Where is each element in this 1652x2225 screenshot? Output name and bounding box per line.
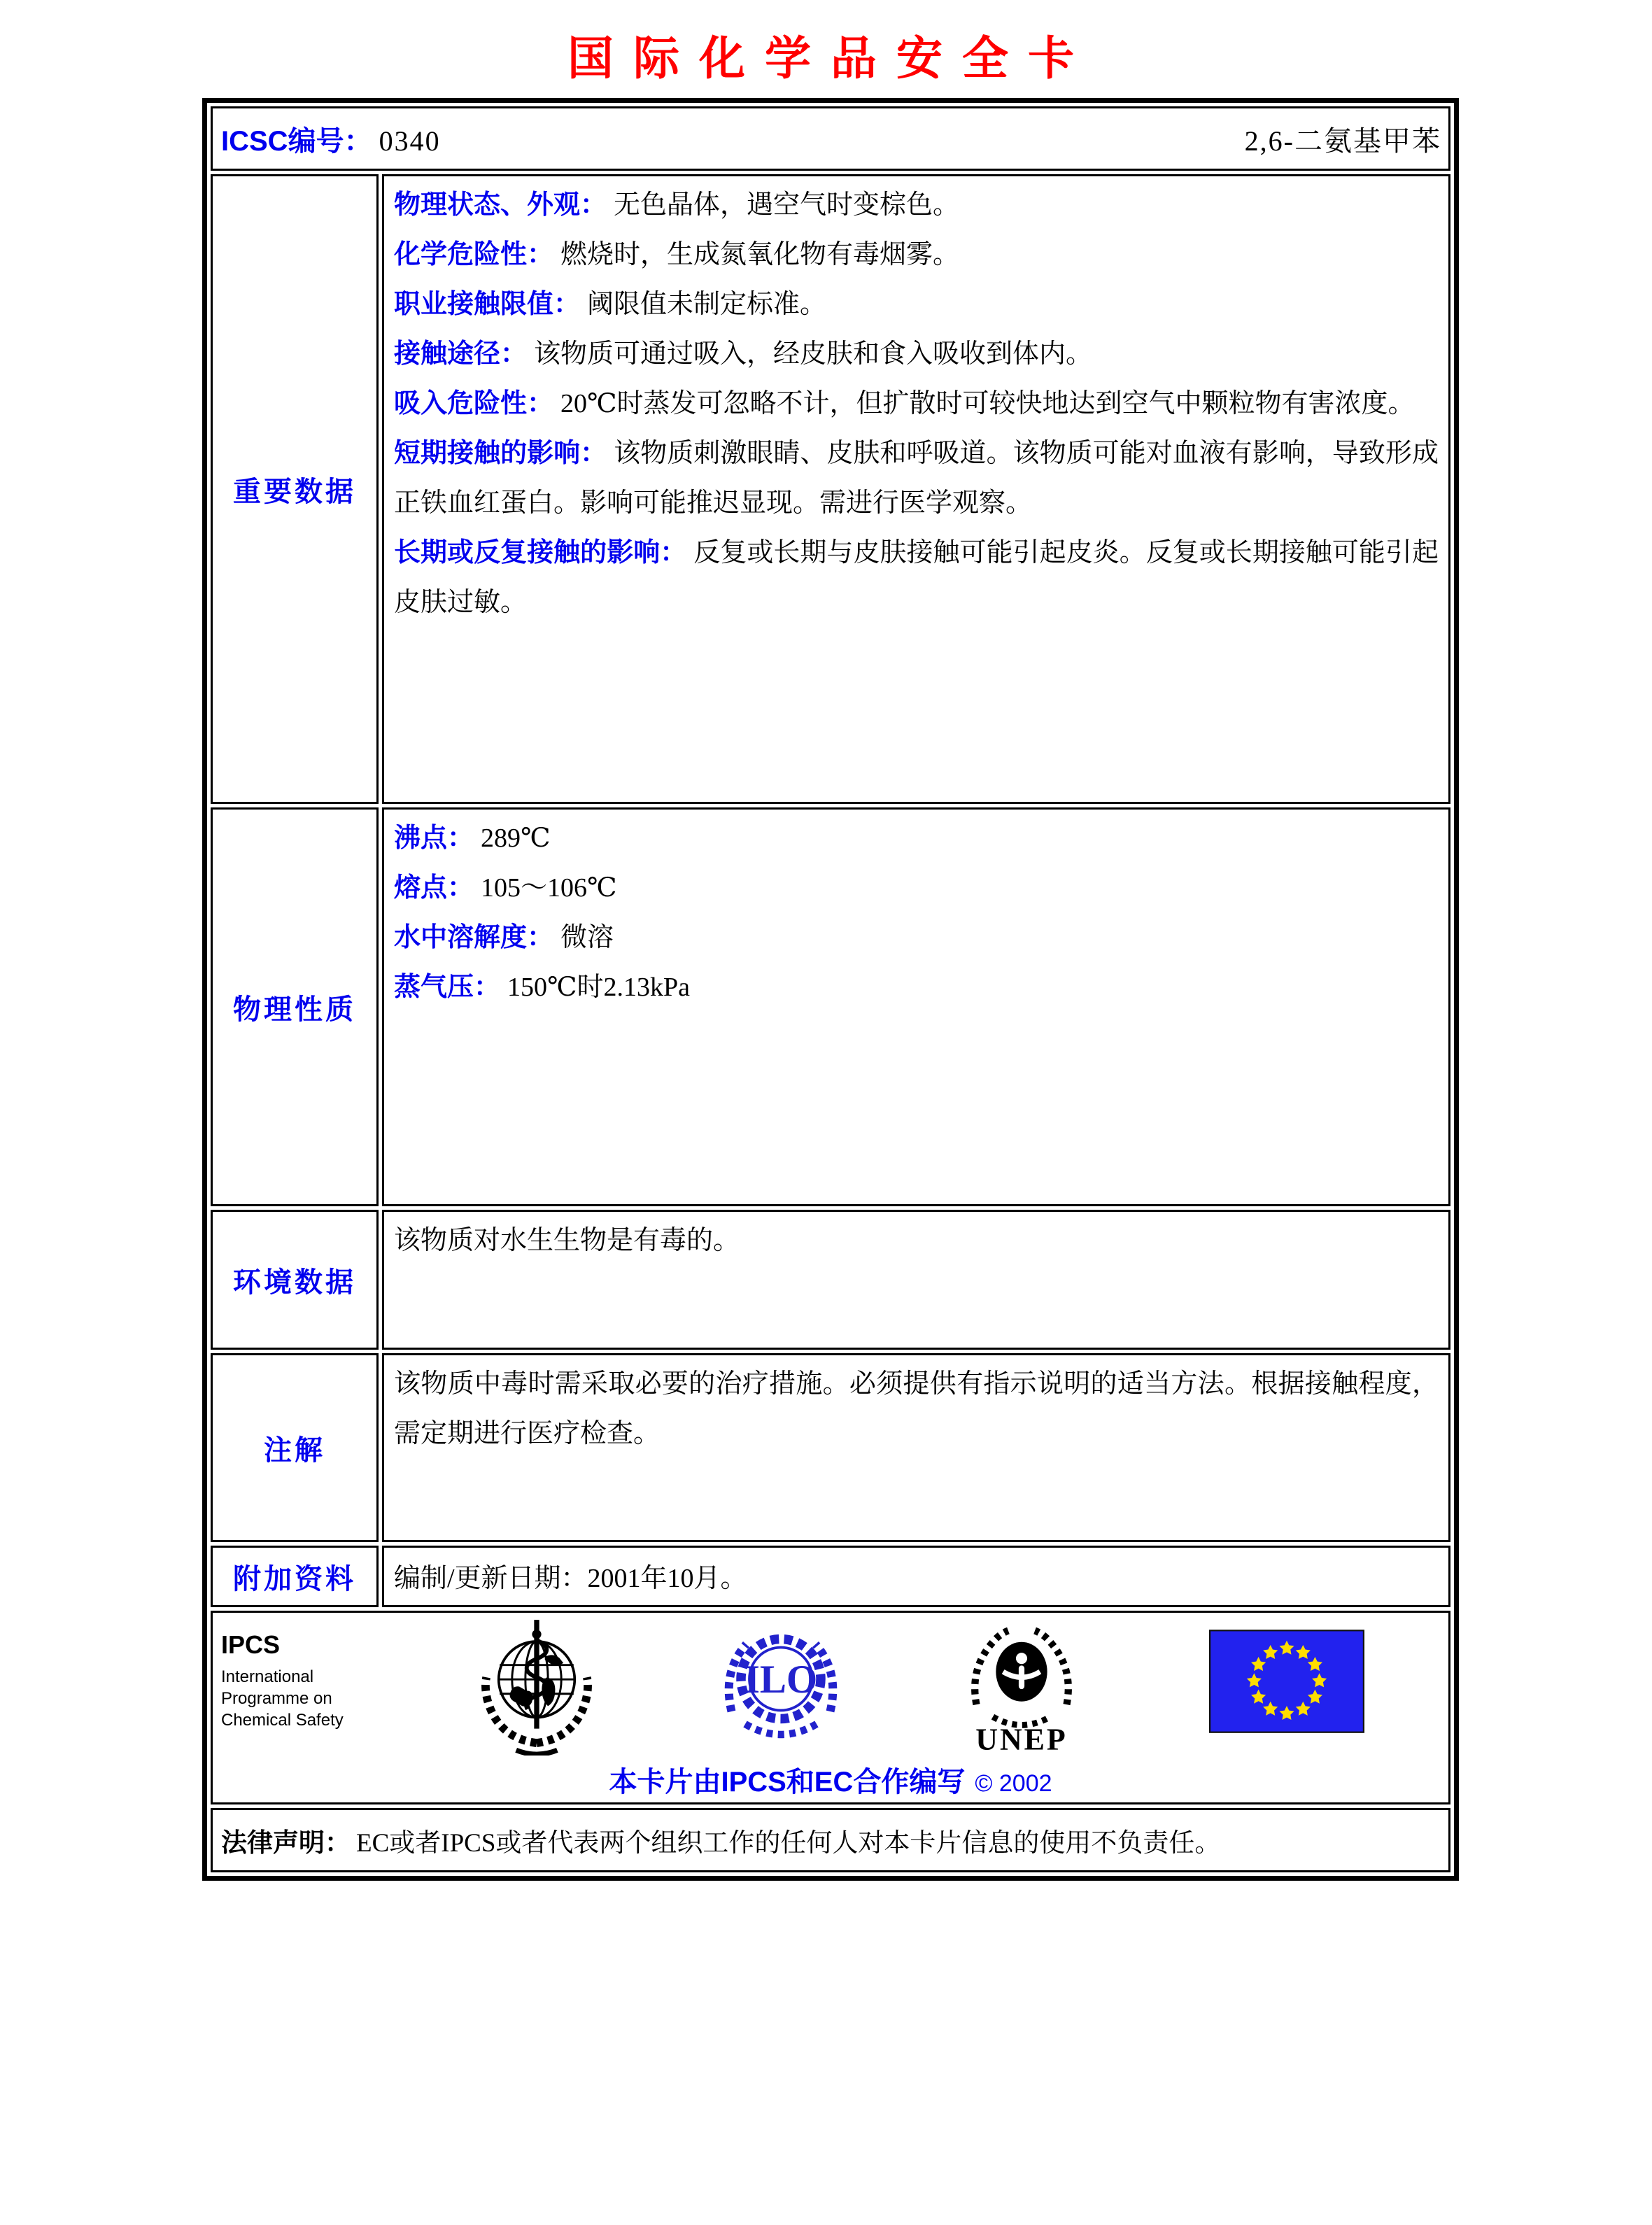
legal-cell <box>211 1808 1450 1872</box>
field-environment-text: 该物质对水生生物是有毒的。 <box>394 1226 740 1255</box>
chemical-name: 2,6-二氨基甲苯 <box>1244 125 1441 157</box>
ilo-monogram: ILO <box>744 1658 818 1702</box>
section-label-additional: 附加资料 <box>211 1546 379 1607</box>
icsc-number-value: 0340 <box>379 125 441 157</box>
field-long-term-effects: 长期或反复接触的影响： 反复或长期与皮肤接触可能引起皮炎。反复或长期接触可能引起皮肤过敏。 <box>394 538 1439 617</box>
legal-notice <box>221 1821 1440 1859</box>
notes-content <box>382 1353 1450 1542</box>
section-label-important: 重要数据 <box>211 174 379 804</box>
icsc-number <box>221 119 441 159</box>
page-title: 国际化学品安全卡 <box>567 34 1094 85</box>
ipcs-acronym: IPCS <box>221 1630 281 1659</box>
physical-properties-content <box>382 807 1450 1206</box>
notes-row <box>211 1353 1450 1542</box>
ipcs-text-block <box>221 1631 431 1731</box>
legal-label: 法律声明： <box>221 1828 351 1857</box>
ipcs-line-1: International <box>221 1667 314 1686</box>
field-physical-state: 物理状态、外观： 无色晶体，遇空气时变棕色。 <box>394 190 960 220</box>
environmental-data-row <box>211 1210 1450 1350</box>
additional-info-row <box>211 1546 1450 1607</box>
cooperation-tagline <box>213 1760 1448 1800</box>
unep-label: UNEP <box>975 1722 1068 1753</box>
field-notes-text: 该物质中毒时需采取必要的治疗措施。必须提供有指示说明的适当方法。根据接触程度，需定期进行医疗检查。 <box>394 1369 1439 1448</box>
field-water-solubility: 水中溶解度： 微溶 <box>394 923 614 952</box>
field-short-term-effects: 短期接触的影响： 该物质刺激眼睛、皮肤和呼吸道。该物质可能对血液有影响，导致形成正铁血红蛋白。影响可能推迟显现。需进行医学观察。 <box>394 439 1439 518</box>
section-label-environment: 环境数据 <box>211 1210 379 1350</box>
physical-properties-row <box>211 807 1450 1206</box>
field-update-date: 编制/更新日期：2001年10月。 <box>394 1563 747 1593</box>
field-exposure-limit: 职业接触限值： 阈限值未制定标准。 <box>394 290 827 319</box>
field-chemical-danger: 化学危险性： 燃烧时，生成氮氧化物有毒烟雾。 <box>394 240 960 269</box>
environmental-data-content <box>382 1210 1450 1350</box>
unep-emblem-icon <box>960 1618 1083 1753</box>
field-exposure-route: 接触途径： 该物质可通过吸入，经皮肤和食入吸收到体内。 <box>394 339 1093 369</box>
icsc-card-table <box>202 98 1459 1881</box>
ipcs-line-2: Programme on <box>221 1689 332 1708</box>
section-label-physical: 物理性质 <box>211 807 379 1206</box>
field-boiling-point: 沸点： 289℃ <box>394 824 551 853</box>
legal-text: EC或者IPCS或者代表两个组织工作的任何人对本卡片信息的使用不负责任。 <box>356 1829 1221 1858</box>
card-header-cell <box>211 106 1450 171</box>
card-header-row <box>211 106 1450 171</box>
field-inhalation-risk: 吸入危险性： 20℃时蒸发可忽略不计，但扩散时可较快地达到空气中颗粒物有害浓度。 <box>394 389 1415 418</box>
eu-flag-icon <box>1209 1630 1364 1733</box>
important-data-row <box>211 174 1450 804</box>
legal-row <box>211 1808 1450 1872</box>
important-data-content <box>382 174 1450 804</box>
field-melting-point: 熔点： 105～106℃ <box>394 873 617 903</box>
logos-cell <box>211 1611 1450 1804</box>
who-emblem-icon <box>475 1616 598 1756</box>
ilo-emblem-icon <box>718 1621 844 1747</box>
ipcs-line-3: Chemical Safety <box>221 1711 344 1730</box>
field-vapor-pressure: 蒸气压： 150℃时2.13kPa <box>394 973 691 1002</box>
section-label-notes: 注解 <box>211 1353 379 1542</box>
additional-info-content <box>382 1546 1450 1607</box>
logos-row <box>211 1611 1450 1804</box>
icsc-number-label: ICSC编号： <box>221 125 372 157</box>
copyright-text: © 2002 <box>975 1770 1052 1797</box>
tagline-text: 本卡片由IPCS和EC合作编写 <box>609 1767 966 1797</box>
